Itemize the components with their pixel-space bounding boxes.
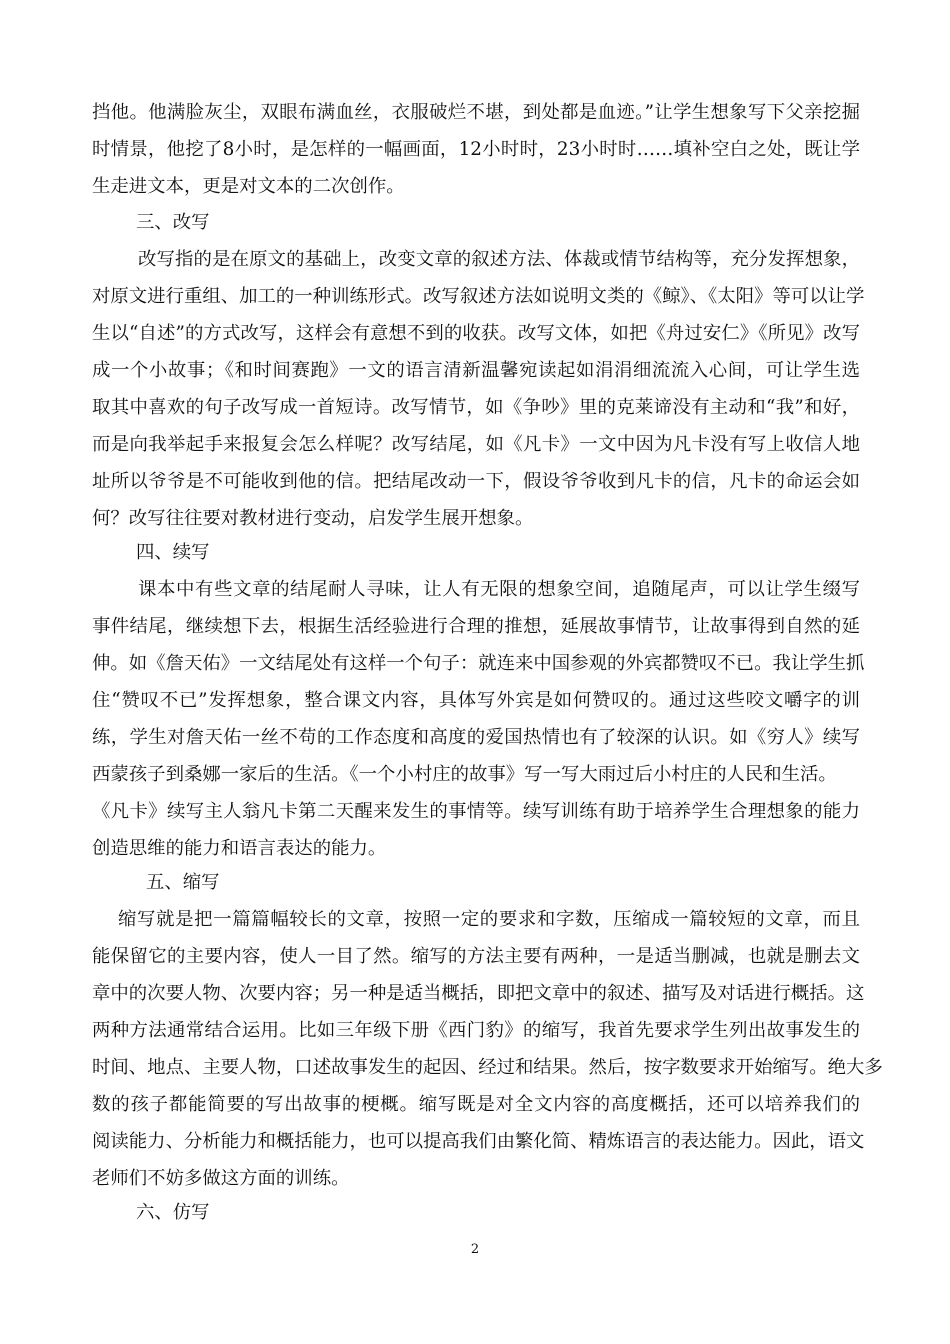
text-line: 何？改写往往要对教材进行变动，启发学生展开想象。 — [92, 508, 534, 529]
section-heading-6 — [136, 1194, 436, 1231]
text-line: 练，学生对詹天佑一丝不苟的工作态度和高度的爱国热情也有了较深的认识。如《穷人》续写 — [92, 727, 860, 748]
text-line: 西蒙孩子到桑娜一家后的生活。《一个小村庄的故事》写一写大雨过后小村庄的人民和生活。 — [92, 764, 837, 785]
text-line: 挡他。他满脸灰尘，双眼布满血丝，衣服破烂不堪，到处都是血迹。”让学生想象写下父亲挖掘 — [92, 102, 860, 123]
text-line: 伸。如《詹天佑》一文结尾处有这样一个句子：就连来中国参观的外宾都赞叹不已。我让学生抓 — [92, 653, 865, 674]
text-line: 数的孩子都能简要的写出故事的梗概。缩写既是对全文内容的高度概括，还可以培养我们的 — [92, 1094, 860, 1115]
text-line: 取其中喜欢的句子改写成一首短诗。改写情节，如《争吵》里的克莱谛没有主动和“我”和好， — [92, 397, 860, 418]
text-line: 时间、地点、主要人物，口述故事发生的起因、经过和结果。然后，按字数要求开始缩写。绝大多 — [92, 1057, 883, 1078]
section-heading-4 — [136, 534, 436, 571]
heading-text: 四、续写 — [136, 542, 210, 563]
heading-text: 五、缩写 — [146, 872, 220, 893]
section-heading-5 — [146, 864, 446, 901]
text-line: 时情景，他挖了8小时，是怎样的一幅画面，12小时时，23小时时……填补空白之处，既让学 — [92, 139, 860, 160]
heading-text: 六、仿写 — [136, 1202, 210, 1223]
text-line: 章中的次要人物、次要内容；另一种是适当概括，即把文章中的叙述、描写及对话进行概括。这 — [92, 983, 865, 1004]
text-line: 址所以爷爷是不可能收到他的信。把结尾改动一下，假设爷爷收到凡卡的信，凡卡的命运会如 — [92, 471, 860, 492]
text-line: 创造思维的能力和语言表达的能力。 — [92, 838, 387, 859]
text-line: 对原文进行重组、加工的一种训练形式。改写叙述方法如说明文类的《鲸》、《太阳》等可以让学 — [92, 286, 865, 307]
paragraph-continuation — [92, 94, 860, 205]
heading-text: 三、改写 — [136, 212, 210, 233]
text-line: 改写指的是在原文的基础上，改变文章的叙述方法、体裁或情节结构等，充分发挥想象， — [138, 249, 860, 270]
section-heading-3 — [136, 204, 436, 241]
page-number: 2 — [470, 1242, 480, 1257]
text-line: 缩写就是把一篇篇幅较长的文章，按照一定的要求和字数，压缩成一篇较短的文章，而且 — [118, 909, 860, 930]
text-line: 两种方法通常结合运用。比如三年级下册《西门豹》的缩写，我首先要求学生列出故事发生的 — [92, 1020, 860, 1041]
paragraph-continue-writing — [92, 571, 865, 867]
text-line: 生以“自述”的方式改写，这样会有意想不到的收获。改写文体，如把《舟过安仁》《所见》改写 — [92, 323, 860, 344]
text-line: 住“赞叹不已”发挥想象，整合课文内容，具体写外宾是如何赞叹的。通过这些咬文嚼字的训 — [92, 690, 860, 711]
paragraph-condense — [92, 901, 883, 1197]
text-line: 成一个小故事；《和时间赛跑》一文的语言清新温馨宛读起如涓涓细流流入心间，可让学生选 — [92, 360, 860, 381]
text-line: 阅读能力、分析能力和概括能力，也可以提高我们由繁化简、精炼语言的表达能力。因此，语文 — [92, 1131, 865, 1152]
text-line: 能保留它的主要内容，使人一目了然。缩写的方法主要有两种，一是适当删减，也就是删去文 — [92, 946, 860, 967]
text-line: 课本中有些文章的结尾耐人寻味，让人有无限的想象空间，追随尾声，可以让学生缀写 — [138, 579, 860, 600]
text-line: 老师们不妨多做这方面的训练。 — [92, 1168, 350, 1189]
text-line: 而是向我举起手来报复会怎么样呢？改写结尾，如《凡卡》一文中因为凡卡没有写上收信人地 — [92, 434, 860, 455]
text-line: 事件结尾，继续想下去，根据生活经验进行合理的推想，延展故事情节，让故事得到自然的延 — [92, 616, 860, 637]
paragraph-rewrite — [92, 241, 865, 537]
text-line: 《凡卡》续写主人翁凡卡第二天醒来发生的事情等。续写训练有助于培养学生合理想象的能力 — [92, 801, 860, 822]
text-line: 生走进文本，更是对文本的二次创作。 — [92, 176, 405, 197]
